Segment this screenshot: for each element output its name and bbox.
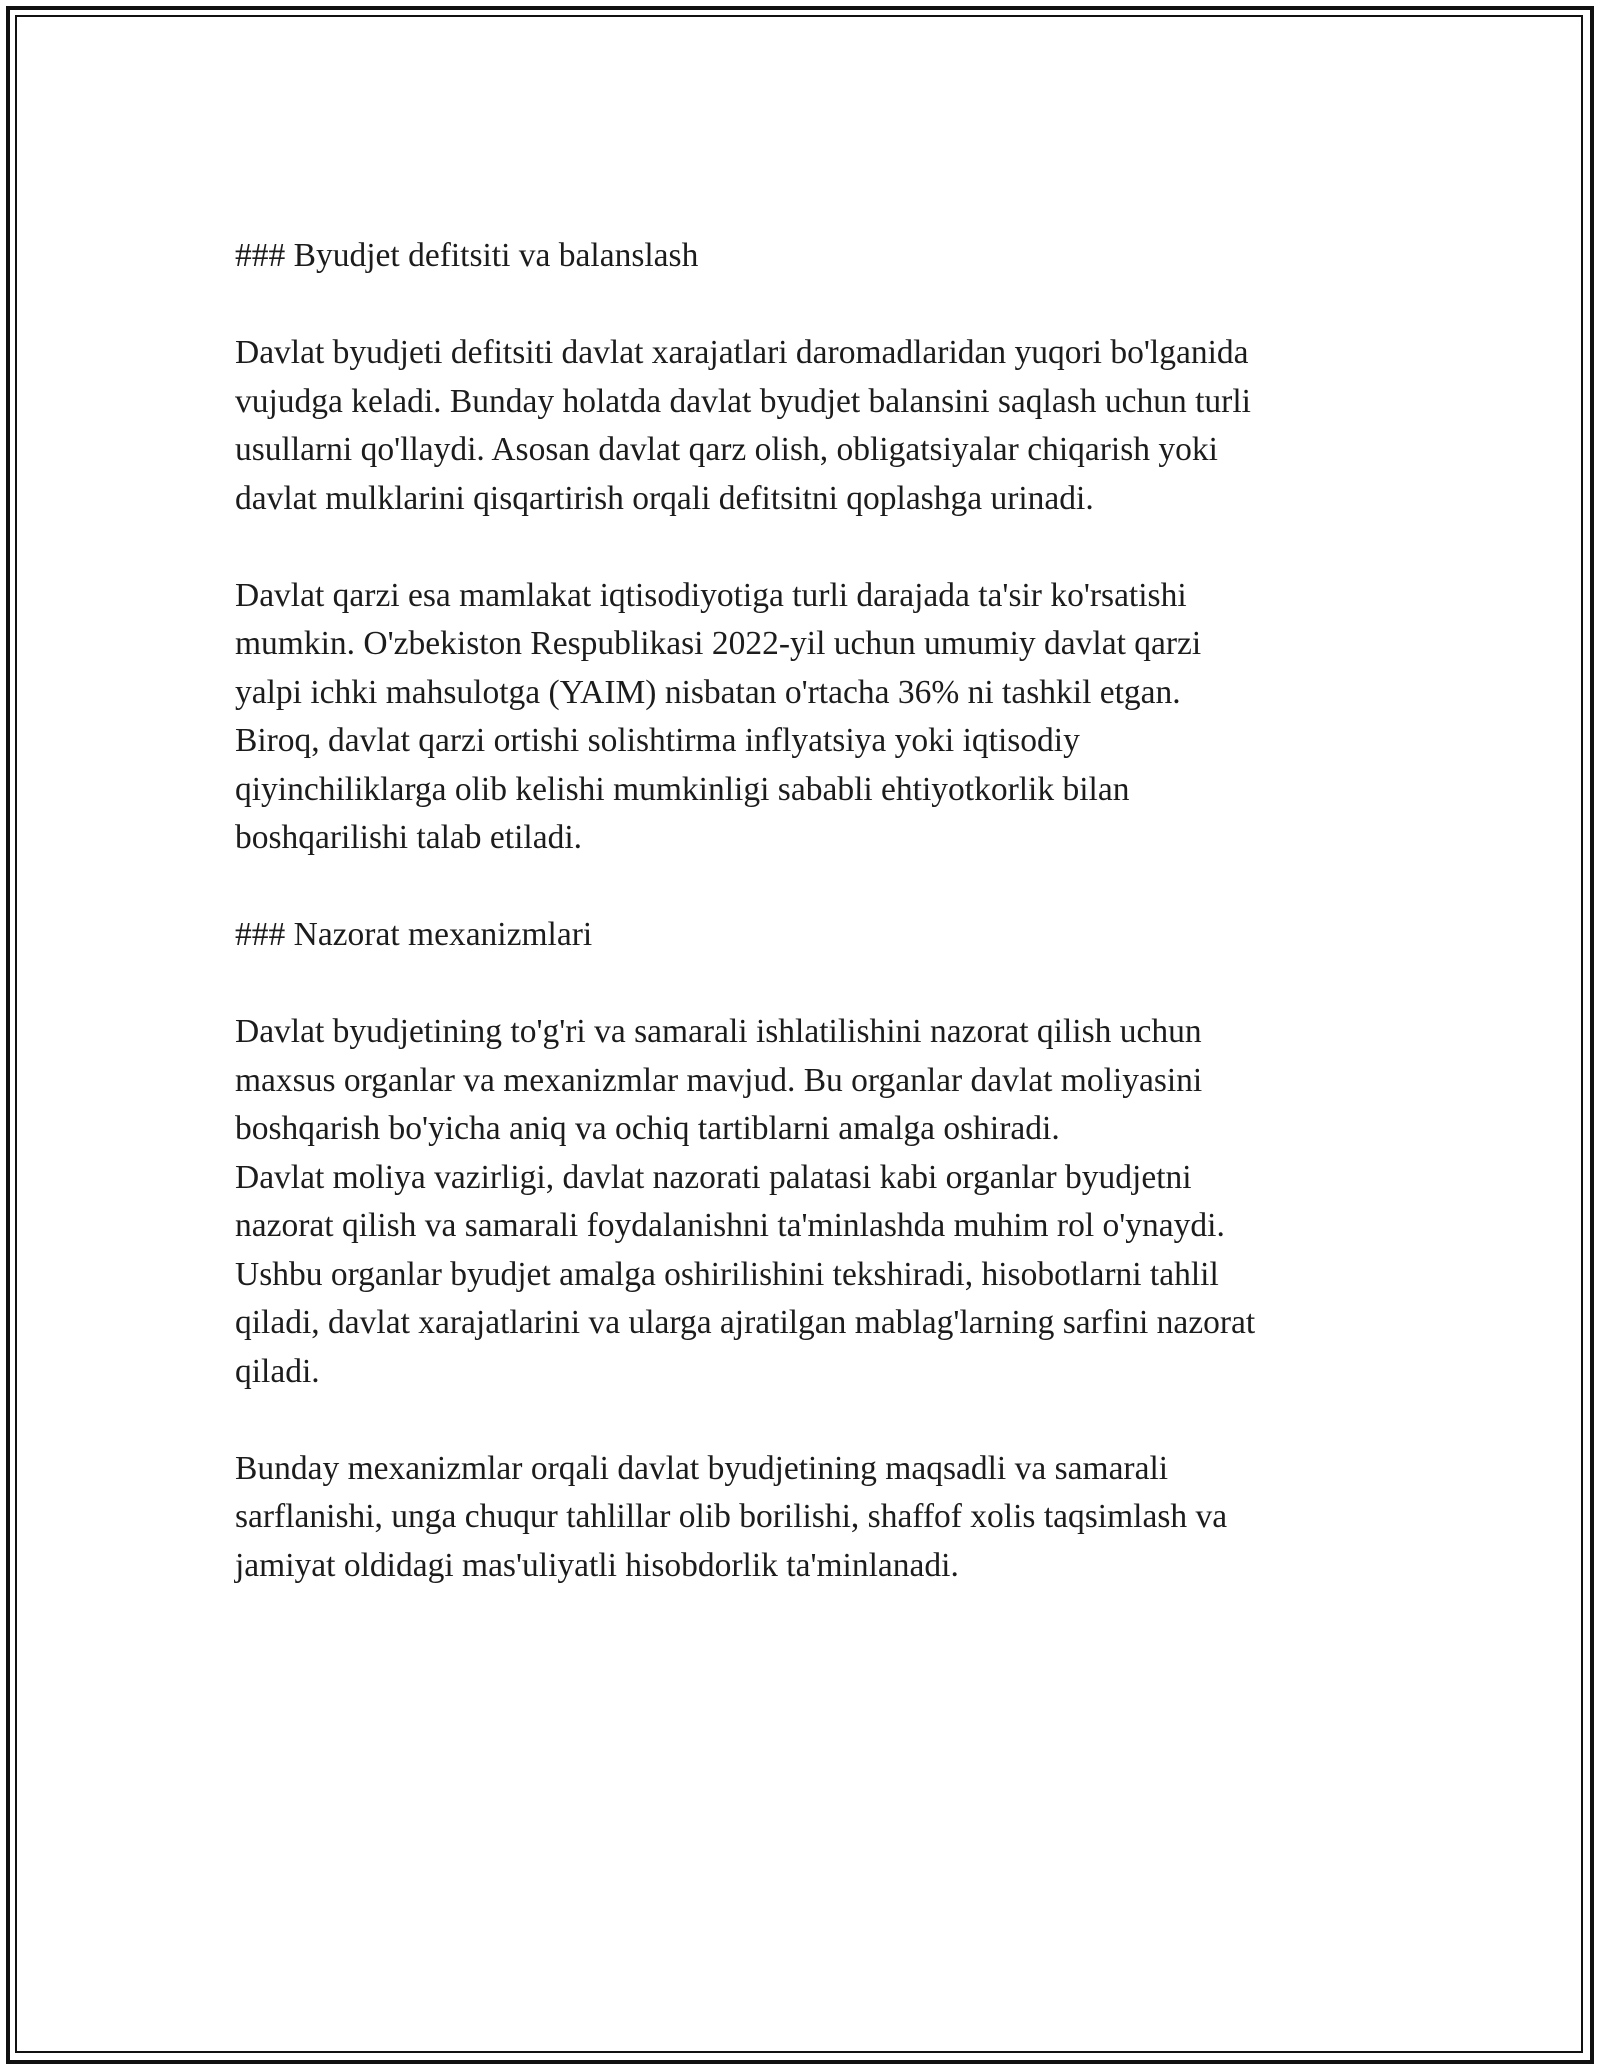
paragraph-line: Bunday mexanizmlar orqali davlat byudjetining maqsadli va samarali <box>235 1449 1169 1487</box>
paragraph-gap <box>235 1396 1385 1445</box>
heading-text: ### Byudjet defitsiti va balanslash <box>235 237 699 274</box>
paragraph-line: sarflanishi, unga chuqur tahlillar olib borilishi, shaffof xolis taqsimlash va <box>235 1498 1228 1535</box>
paragraph-gap <box>235 960 1385 1009</box>
paragraph-line: vujudga keladi. Bunday holatda davlat byudjet balansini saqlash uchun turli <box>235 382 1251 420</box>
section-heading <box>235 911 1385 960</box>
paragraph-line: maxsus organlar va mexanizmlar mavjud. Bu organlar davlat moliyasini <box>235 1061 1203 1099</box>
paragraph-line: qiyinchiliklarga olib kelishi mumkinligi sababli ehtiyotkorlik bilan <box>235 770 1130 808</box>
paragraph-line: usullarni qo'llaydi. Asosan davlat qarz olish, obligatsiyalar chiqarish yoki <box>235 431 1218 468</box>
paragraph <box>235 1008 1385 1396</box>
paragraph-line: mumkin. O'zbekiston Respublikasi 2022-yil uchun umumiy davlat qarzi <box>235 625 1202 662</box>
document-body <box>235 232 1385 1590</box>
paragraph <box>235 1445 1385 1591</box>
paragraph-gap <box>235 281 1385 330</box>
section-heading <box>235 232 1385 281</box>
paragraph-gap <box>235 863 1385 912</box>
heading-text: ### Nazorat mexanizmlari <box>235 916 593 953</box>
paragraph-gap <box>235 523 1385 572</box>
paragraph-line: qiladi, davlat xarajatlarini va ularga ajratilgan mablag'larning sarfini nazorat <box>235 1304 1256 1341</box>
paragraph-line: boshqarilishi talab etiladi. <box>235 819 583 856</box>
paragraph-line: qiladi. <box>235 1352 320 1390</box>
paragraph-line: Davlat byudjeti defitsiti davlat xarajatlari daromadlaridan yuqori bo'lganida <box>235 334 1249 371</box>
paragraph-line: jamiyat oldidagi mas'uliyatli hisobdorlik ta'minlanadi. <box>235 1546 959 1584</box>
paragraph <box>235 329 1385 523</box>
paragraph-line: Davlat moliya vazirligi, davlat nazorati palatasi kabi organlar byudjetni <box>235 1158 1192 1196</box>
paragraph-line: Davlat qarzi esa mamlakat iqtisodiyotiga turli darajada ta'sir ko'rsatishi <box>235 576 1187 614</box>
paragraph <box>235 572 1385 863</box>
paragraph-line: Davlat byudjetining to'g'ri va samarali ishlatilishini nazorat qilish uchun <box>235 1013 1202 1050</box>
paragraph-line: Ushbu organlar byudjet amalga oshirilishini tekshiradi, hisobotlarni tahlil <box>235 1255 1219 1293</box>
paragraph-line: nazorat qilish va samarali foydalanishni ta'minlashda muhim rol o'ynaydi. <box>235 1207 1225 1244</box>
paragraph-line: davlat mulklarini qisqartirish orqali defitsitni qoplashga urinadi. <box>235 479 1094 517</box>
paragraph-line: boshqarish bo'yicha aniq va ochiq tartiblarni amalga oshiradi. <box>235 1110 1060 1147</box>
paragraph-line: yalpi ichki mahsulotga (YAIM) nisbatan o'rtacha 36% ni tashkil etgan. <box>235 673 1181 711</box>
paragraph-line: Biroq, davlat qarzi ortishi solishtirma inflyatsiya yoki iqtisodiy <box>235 722 1080 759</box>
